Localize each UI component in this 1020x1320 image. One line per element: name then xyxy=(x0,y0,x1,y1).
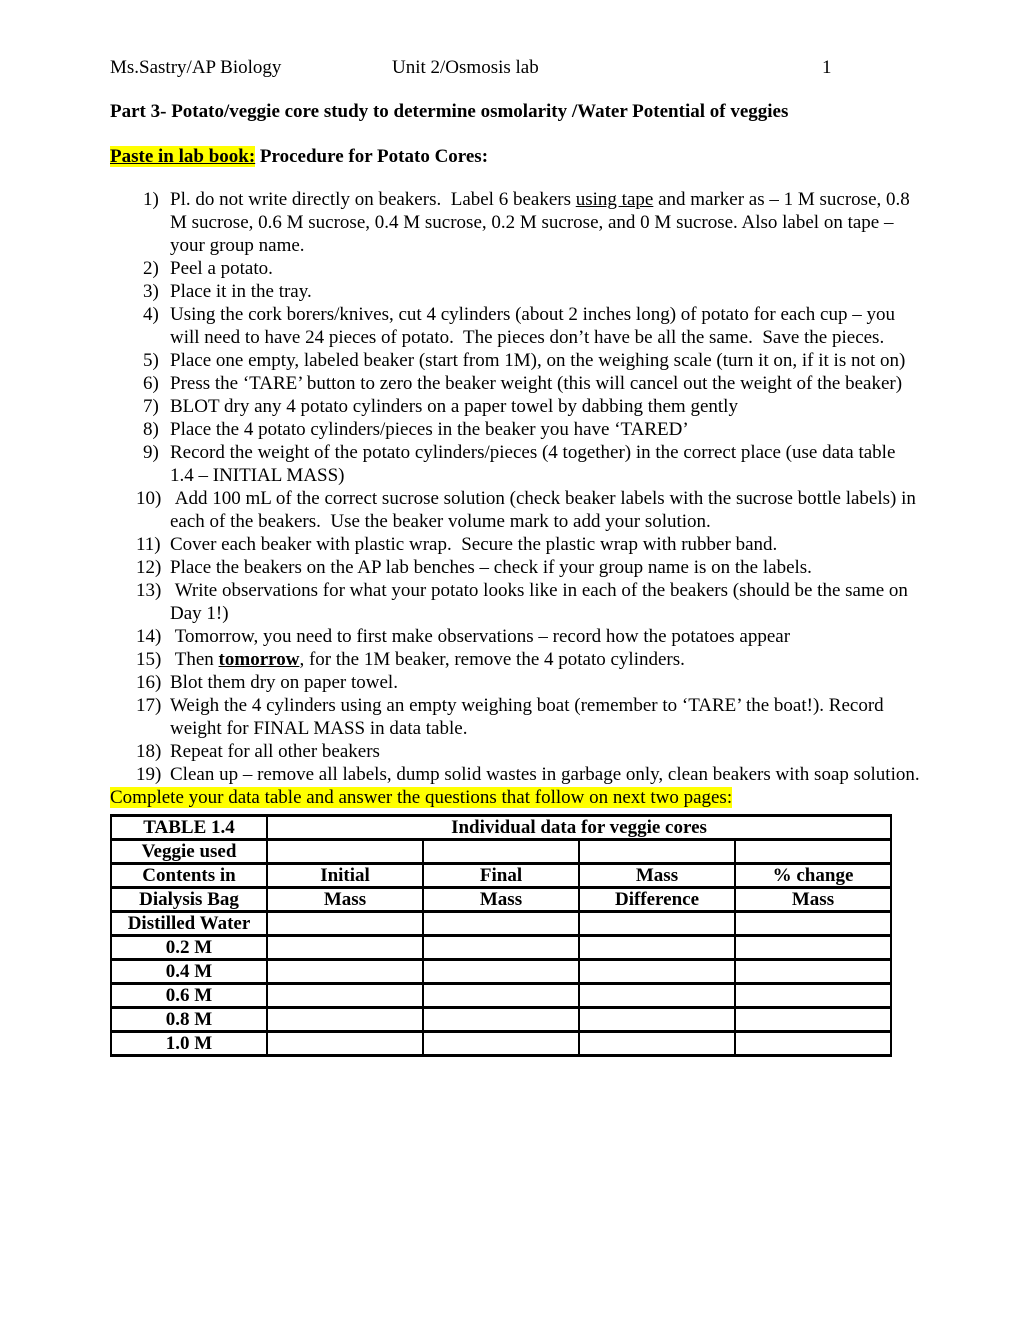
row-label-cell: Dialysis Bag xyxy=(111,888,267,912)
step-text: Blot them dry on paper towel. xyxy=(170,672,398,693)
step-number: 17) xyxy=(136,695,162,716)
step-number: 19) xyxy=(136,764,162,785)
data-cell xyxy=(735,840,891,864)
step-number: 10) xyxy=(136,488,162,509)
data-cell xyxy=(267,1032,423,1056)
column-header-cell: Mass xyxy=(579,864,735,888)
table-row xyxy=(111,984,891,1008)
column-header-cell: Mass xyxy=(423,888,579,912)
step-number: 6) xyxy=(143,373,159,394)
procedure-step xyxy=(110,740,922,763)
table-row xyxy=(111,1008,891,1032)
step-text: Record the weight of the potato cylinders/pieces (4 together) in the correct place (use data table 1.4 – INITIAL MASS) xyxy=(170,442,901,486)
data-cell xyxy=(423,840,579,864)
data-cell xyxy=(579,1032,735,1056)
header-course: Ms.Sastry/AP Biology xyxy=(110,57,282,78)
step-text: Place one empty, labeled beaker (start from 1M), on the weighing scale (turn it on, if it is not on) xyxy=(170,350,906,371)
step-text: Place the 4 potato cylinders/pieces in the beaker you have ‘TARED’ xyxy=(170,419,689,440)
procedure-step xyxy=(110,694,922,740)
step-text-underlined: using tape xyxy=(575,189,654,210)
procedure-step xyxy=(110,418,922,441)
paste-note-highlight: Paste in lab book: xyxy=(110,146,256,167)
data-cell xyxy=(267,840,423,864)
row-label-cell: 0.6 M xyxy=(111,984,267,1008)
data-table-1-4 xyxy=(110,814,892,1057)
step-number: 18) xyxy=(136,741,162,762)
data-cell xyxy=(735,1008,891,1032)
data-cell xyxy=(267,984,423,1008)
table-row xyxy=(111,840,891,864)
column-header-cell: Mass xyxy=(267,888,423,912)
procedure-step xyxy=(110,257,922,280)
step-number: 8) xyxy=(143,419,159,440)
table-header-row xyxy=(111,888,891,912)
data-cell xyxy=(735,936,891,960)
step-text: Write observations for what your potato looks like in each of the beakers (should be the same on Day 1!) xyxy=(170,580,913,624)
procedure-step xyxy=(110,395,922,418)
step-text: and marker as – 1 M sucrose, 0.8 M sucrose, 0.6 M sucrose, 0.4 M sucrose, 0.2 M sucrose, and 0 M sucrose. Also label on tape – your group name. xyxy=(170,189,915,256)
column-header-cell: Final xyxy=(423,864,579,888)
step-number: 11) xyxy=(136,534,161,555)
step-number: 5) xyxy=(143,350,159,371)
procedure-step xyxy=(110,303,922,349)
table-header-row xyxy=(111,864,891,888)
column-header-cell: Initial xyxy=(267,864,423,888)
procedure-step xyxy=(110,188,922,257)
data-cell xyxy=(735,912,891,936)
step-number: 3) xyxy=(143,281,159,302)
procedure-step xyxy=(110,579,922,625)
step-text: BLOT dry any 4 potato cylinders on a paper towel by dabbing them gently xyxy=(170,396,738,417)
step-text: Using the cork borers/knives, cut 4 cylinders (about 2 inches long) of potato for each cup – you will need to have 24 pieces of potato. The pieces don’t have be all the same. Save the pieces. xyxy=(170,304,900,348)
step-number: 4) xyxy=(143,304,159,325)
column-header-cell: % change xyxy=(735,864,891,888)
data-cell xyxy=(423,912,579,936)
procedure-heading: Procedure for Potato Cores: xyxy=(255,146,489,167)
data-cell xyxy=(735,984,891,1008)
data-cell xyxy=(579,1008,735,1032)
table-caption-cell: Individual data for veggie cores xyxy=(267,816,891,840)
header-unit: Unit 2/Osmosis lab xyxy=(392,57,539,78)
closing-note-highlight: Complete your data table and answer the questions that follow on next two pages: xyxy=(110,787,733,808)
data-cell xyxy=(579,984,735,1008)
step-number: 15) xyxy=(136,649,162,670)
page-header xyxy=(110,57,922,80)
procedure-step xyxy=(110,280,922,303)
row-label-cell: 0.2 M xyxy=(111,936,267,960)
step-text: Pl. do not write directly on beakers. Label 6 beakers xyxy=(170,189,576,210)
data-cell xyxy=(735,960,891,984)
procedure-step xyxy=(110,648,922,671)
step-number: 12) xyxy=(136,557,162,578)
procedure-step xyxy=(110,556,922,579)
data-cell xyxy=(267,936,423,960)
step-number: 13) xyxy=(136,580,162,601)
table-row xyxy=(111,912,891,936)
column-header-cell: Difference xyxy=(579,888,735,912)
row-label-cell: Contents in xyxy=(111,864,267,888)
procedure-step xyxy=(110,671,922,694)
data-cell xyxy=(267,960,423,984)
procedure-step xyxy=(110,763,922,786)
data-cell xyxy=(579,960,735,984)
procedure-step xyxy=(110,349,922,372)
step-text: Weigh the 4 cylinders using an empty weighing boat (remember to ‘TARE’ the boat!). Record weight for FINAL MASS in data table. xyxy=(170,695,889,739)
step-number: 9) xyxy=(143,442,159,463)
row-label-cell: 0.4 M xyxy=(111,960,267,984)
procedure-step xyxy=(110,487,922,533)
data-cell xyxy=(579,912,735,936)
document-title: Part 3- Potato/veggie core study to determine osmolarity /Water Potential of veggies xyxy=(110,101,789,122)
row-label-cell: Distilled Water xyxy=(111,912,267,936)
step-text: Press the ‘TARE’ button to zero the beaker weight (this will cancel out the weight of the beaker) xyxy=(170,373,903,394)
row-label-cell: 1.0 M xyxy=(111,1032,267,1056)
table-row xyxy=(111,936,891,960)
data-cell xyxy=(267,1008,423,1032)
row-label-cell: 0.8 M xyxy=(111,1008,267,1032)
table-name-cell: TABLE 1.4 xyxy=(111,816,267,840)
data-cell xyxy=(579,936,735,960)
procedure-step xyxy=(110,441,922,487)
step-text: Clean up – remove all labels, dump solid wastes in garbage only, clean beakers with soap solution. xyxy=(170,764,920,785)
data-cell xyxy=(267,912,423,936)
procedure-step xyxy=(110,372,922,395)
step-text: Cover each beaker with plastic wrap. Secure the plastic wrap with rubber band. xyxy=(170,534,778,555)
table-row xyxy=(111,1032,891,1056)
header-page-number: 1 xyxy=(822,57,832,78)
step-number: 1) xyxy=(143,189,159,210)
closing-note-line xyxy=(110,786,922,809)
step-number: 7) xyxy=(143,396,159,417)
table-row xyxy=(111,960,891,984)
procedure-steps xyxy=(110,188,922,786)
table-title-row xyxy=(111,816,891,840)
step-text: Add 100 mL of the correct sucrose solution (check beaker labels with the sucrose bottle labels) in each of the beakers. Use the beaker volume mark to add your solution. xyxy=(170,488,921,532)
data-cell xyxy=(423,960,579,984)
step-number: 16) xyxy=(136,672,162,693)
step-number: 2) xyxy=(143,258,159,279)
data-cell xyxy=(579,840,735,864)
column-header-cell: Mass xyxy=(735,888,891,912)
step-text-bold-underlined: tomorrow xyxy=(218,649,300,670)
step-number: 14) xyxy=(136,626,162,647)
procedure-heading-line xyxy=(110,145,922,168)
procedure-step xyxy=(110,533,922,556)
step-text: Peel a potato. xyxy=(170,258,273,279)
data-cell xyxy=(423,1008,579,1032)
data-cell xyxy=(423,1032,579,1056)
step-text: Place the beakers on the AP lab benches – check if your group name is on the labels. xyxy=(170,557,812,578)
data-cell xyxy=(735,1032,891,1056)
row-label-cell: Veggie used xyxy=(111,840,267,864)
step-text: Then xyxy=(170,649,219,670)
step-text: Place it in the tray. xyxy=(170,281,312,302)
data-cell xyxy=(423,984,579,1008)
data-cell xyxy=(423,936,579,960)
procedure-step xyxy=(110,625,922,648)
step-text: , for the 1M beaker, remove the 4 potato cylinders. xyxy=(299,649,685,670)
step-text: Tomorrow, you need to first make observations – record how the potatoes appear xyxy=(170,626,791,647)
step-text: Repeat for all other beakers xyxy=(170,741,380,762)
